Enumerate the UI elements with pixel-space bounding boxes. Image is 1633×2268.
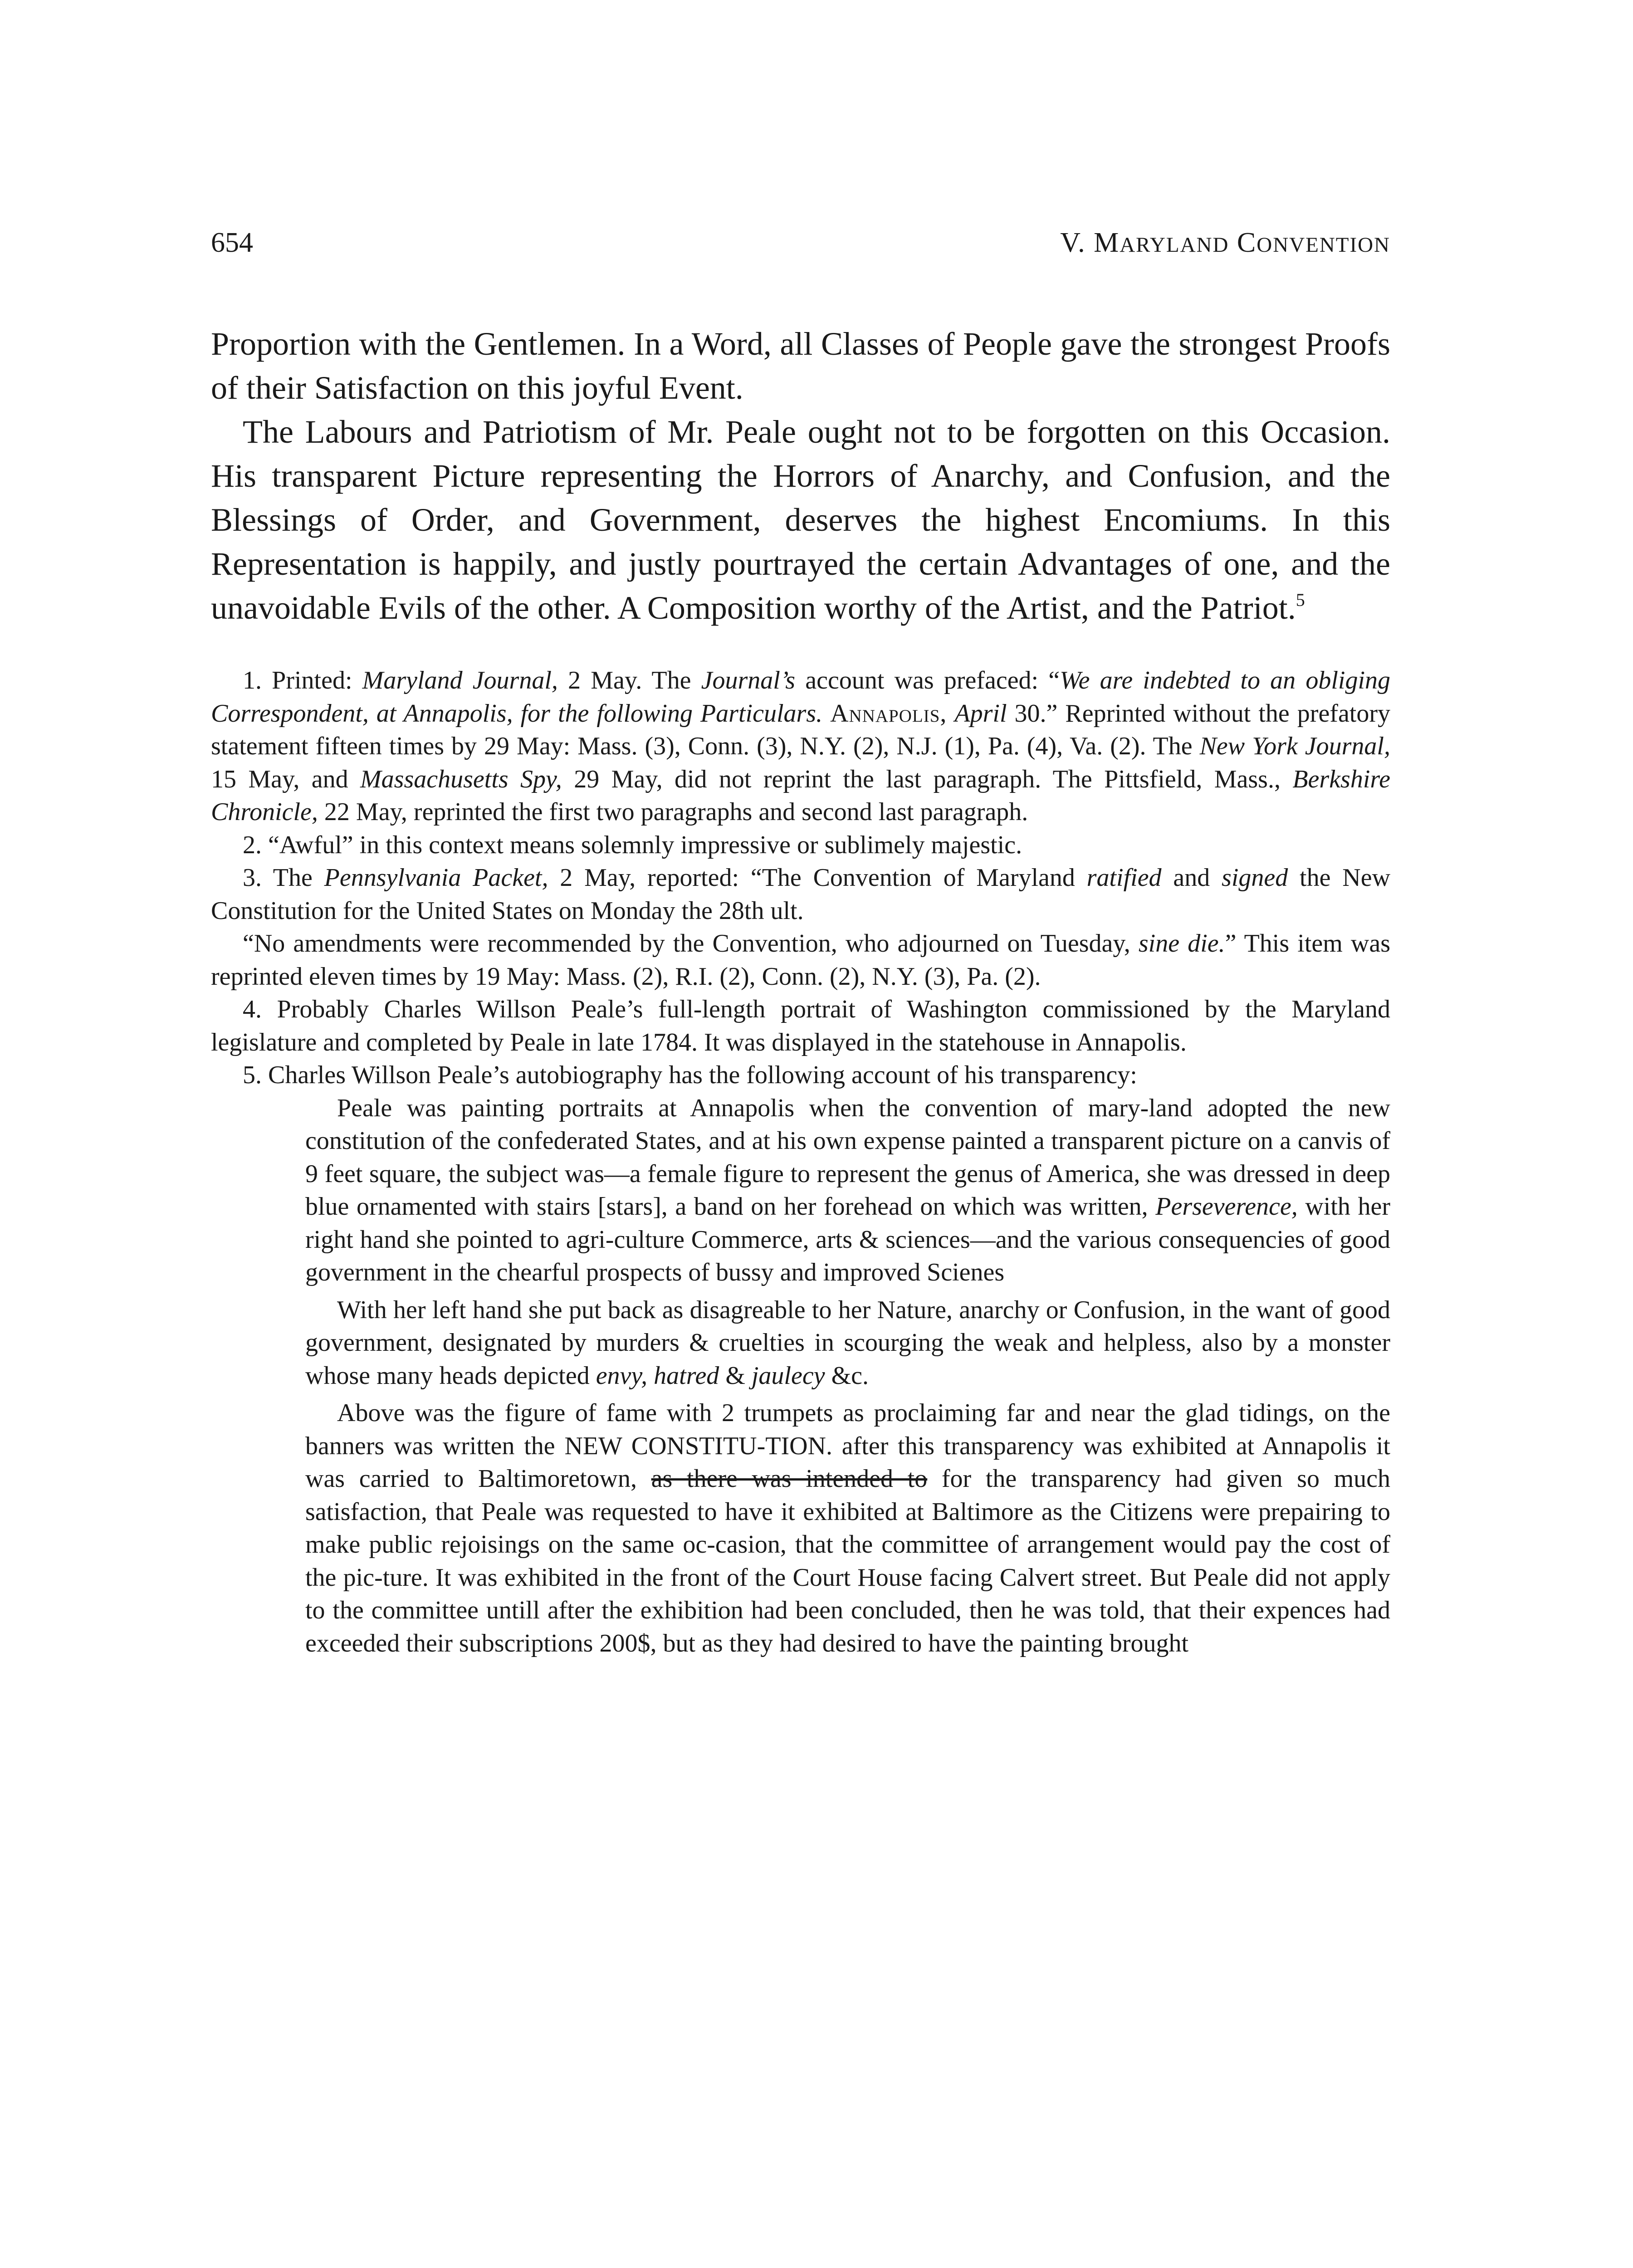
footnotes <box>211 664 1390 1660</box>
document-page <box>211 227 1390 1660</box>
running-head-prefix: V. M <box>1060 227 1120 258</box>
running-head <box>1060 227 1390 259</box>
quote-paragraph-1 <box>305 1092 1390 1289</box>
page-header <box>211 227 1390 277</box>
footnote-4: 4. Probably Charles Willson Peale’s full-length portrait of Washington commissioned by the Maryland legislature and completed by Peale in late 1784. It was displayed in the statehouse in Annapolis. <box>211 995 1390 1056</box>
note-text <box>822 699 830 728</box>
quote-paragraph-3 <box>305 1397 1390 1660</box>
note-italic: Journal’s <box>701 666 796 694</box>
quote-text: with her right hand she pointed to agri-culture Commerce, arts & sciences—and the various consequencies of good government in the chearful prospects of bussy and improved Scienes <box>305 1193 1390 1286</box>
body-paragraph-1: Proportion with the Gentlemen. In a Word, all Classes of People gave the strongest Proofs of their Satisfaction on this joyful Event. <box>211 326 1390 406</box>
page-number: 654 <box>211 227 253 258</box>
note-text: 3. The <box>243 864 324 892</box>
running-head-c: C <box>1229 227 1257 258</box>
quote-italic: envy, hatred <box>596 1361 719 1390</box>
footnote-3 <box>211 861 1390 927</box>
note-italic: Pennsylvania Packet, <box>324 864 548 892</box>
quote-text: &c. <box>825 1361 869 1390</box>
running-head-part1: ARYLAND <box>1120 233 1229 257</box>
body-paragraph-2-text: The Labours and Patriotism of Mr. Peale ought not to be forgotten on this Occasion. His transparent Picture representing the Horrors of Anarchy, and Confusion, and the Blessings of Order, and Government, deserves the highest Encomiums. In this Representation is happily, and justly pourtrayed the certain Advantages of one, and the unavoidable Evils of the other. A Composition worthy of the Artist, and the Patriot. <box>211 414 1390 626</box>
block-quote <box>305 1092 1390 1660</box>
note-text: 22 May, reprinted the first two paragraphs and second last paragraph. <box>318 798 1028 826</box>
quote-text: & <box>719 1361 752 1390</box>
note-italic: Berkshire Chronicle, <box>211 765 1390 826</box>
note-text: 30.” Reprinted without the prefatory statement fifteen times by 29 May: Mass. (3), Conn. (3), N.Y. (2), N.J. (1), Pa. (4), Va. (2). The <box>211 699 1391 760</box>
note-text: 1. Printed: <box>243 666 362 694</box>
note-smallcaps: Annapolis, <box>830 699 947 728</box>
quote-italic: jaulecy <box>751 1361 825 1390</box>
footnote-3-continued <box>211 927 1390 993</box>
note-italic: sine die. <box>1138 929 1225 958</box>
quote-paragraph-2 <box>305 1294 1390 1393</box>
note-text: 15 May, and <box>211 765 361 793</box>
note-italic: New York Journal, <box>1199 732 1390 760</box>
running-head-part2: ONVENTION <box>1257 233 1390 257</box>
quote-text: Peale was painting portraits at Annapolis when the convention of mary-land adopted the new constitution of the confederated States, and at his own expense painted a transparent picture on a canvis of 9 feet square, the subject was—a female figure to represent the genus of America, she was dressed in deep blue ornamented with stairs [stars], a band on her forehead on which was written, <box>305 1094 1390 1221</box>
footnote-1 <box>211 664 1390 829</box>
footnote-5: 5. Charles Willson Peale’s autobiography has the following account of his transparency: <box>243 1061 1137 1089</box>
note-text <box>947 699 954 728</box>
note-text: 2 May. The <box>557 666 701 694</box>
note-text: the New Constitution for the United States on Monday the 28th ult. <box>211 864 1391 925</box>
note-italic: ratified <box>1086 864 1162 892</box>
footnote-2: 2. “Awful” in this context means solemnly impressive or sublimely majestic. <box>243 831 1022 859</box>
note-text: account was prefaced: “ <box>795 666 1060 694</box>
footnote-ref-5: 5 <box>1296 590 1305 610</box>
note-text: 2 May, reported: “The Convention of Maryland <box>548 864 1087 892</box>
quote-italic: Perseverence, <box>1155 1193 1298 1221</box>
struck-text: as there was intended to <box>651 1465 928 1493</box>
note-italic: We are indebted to an obliging Correspondent, at Annapolis, for the following Particulars. <box>211 666 1390 728</box>
quote-text: Above was the figure of fame with 2 trumpets as proclaiming far and near the glad tidings, on the banners was written the NEW CONSTITU-TION. after this transparency was exhibited at Annapolis it was carried to Baltimoretown, <box>305 1399 1390 1493</box>
note-italic: April <box>954 699 1007 728</box>
note-text: and <box>1161 864 1222 892</box>
note-text: ” This item was reprinted eleven times by 19 May: Mass. (2), R.I. (2), Conn. (2), N.Y. (3), Pa. (2). <box>211 929 1390 991</box>
quote-text: With her left hand she put back as disagreable to her Nature, anarchy or Confusion, in the want of good government, designated by murders & cruelties in scourging the weak and helpless, also by a monster whose many heads depicted <box>305 1295 1390 1390</box>
note-text: “No amendments were recommended by the Convention, who adjourned on Tuesday, <box>243 929 1139 958</box>
body-paragraph-2 <box>211 410 1390 630</box>
note-italic: Massachusetts Spy, <box>360 765 562 793</box>
main-text <box>211 322 1390 630</box>
note-italic: signed <box>1222 864 1288 892</box>
note-text: 29 May, did not reprint the last paragraph. The Pittsfield, Mass., <box>562 765 1293 793</box>
quote-text: for the transparency had given so much satisfaction, that Peale was requested to have it exhibited at Baltimore as the Citizens were prepairing to make public rejoisings on the same oc-casion, that the committee of arrangement would pay the cost of the pic-ture. It was exhibited in the front of the Court House facing Calvert street. But Peale did not apply to the committee untill after the exhibition had been concluded, then he was told, that their expences had exceeded their subscriptions 200$, but as they had desired to have the painting brought <box>305 1465 1391 1657</box>
note-italic: Maryland Journal, <box>362 666 558 694</box>
